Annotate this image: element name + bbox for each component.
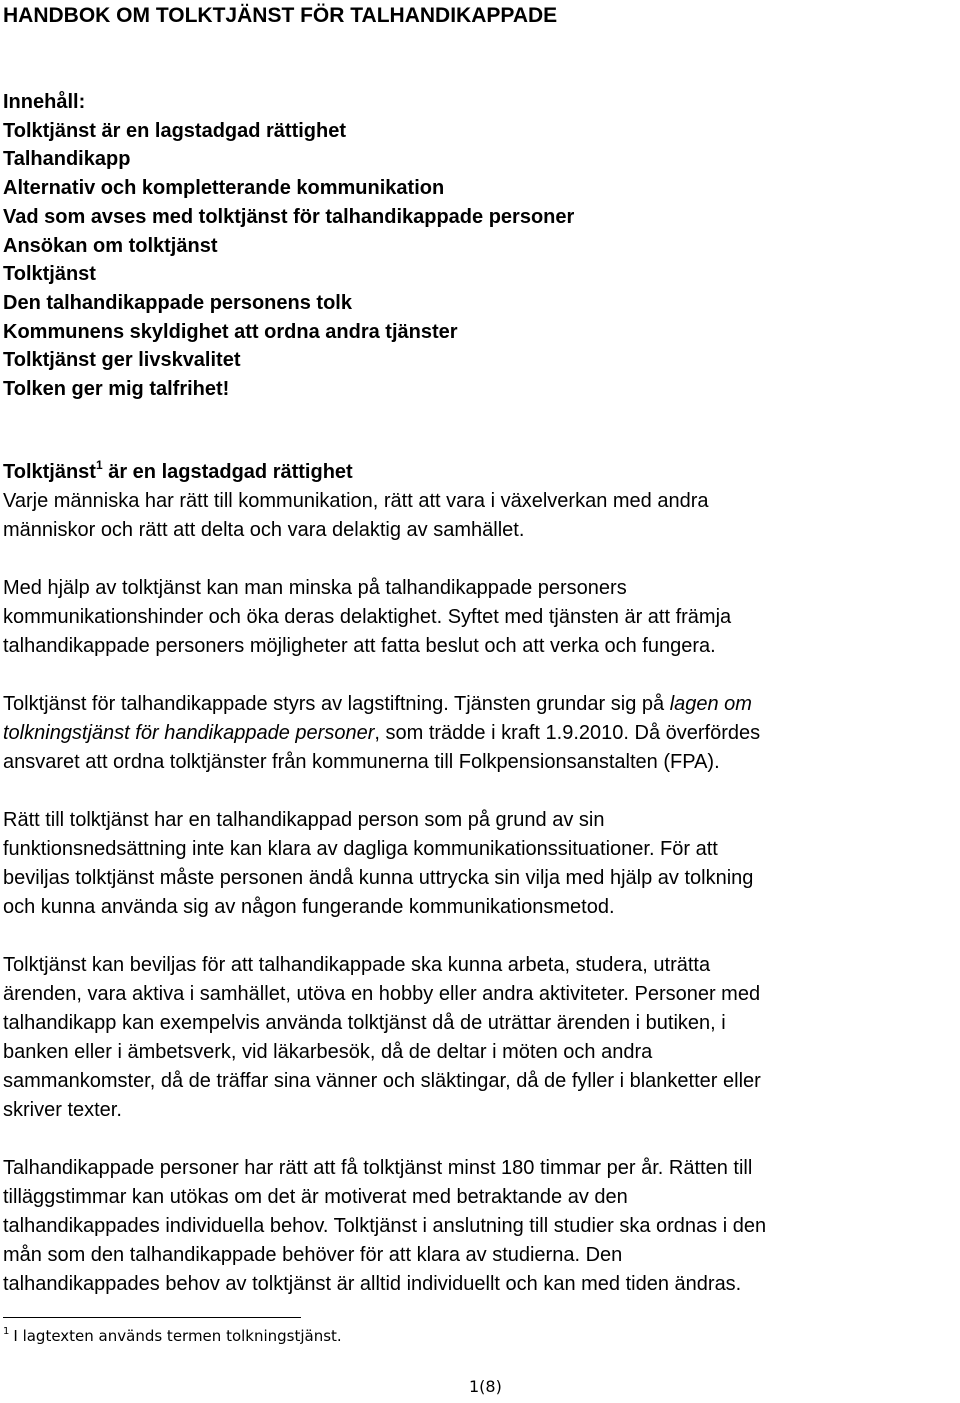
paragraph-line: mån som den talhandikappade behöver för att klara av studierna. Den [3,1244,623,1266]
section-heading-rest: är en lagstadgad rättighet [102,461,353,483]
paragraph-line: banken eller i ämbetsverk, vid läkarbesök, då de deltar i möten och andra [3,1041,653,1063]
page-number: 1(8) [469,1377,502,1396]
document-title: HANDBOK OM TOLKTJÄNST FÖR TALHANDIKAPPADE [3,4,558,27]
paragraph-line: , som trädde i kraft 1.9.2010. Då överfördes [374,722,761,744]
paragraph-line: skriver texter. [3,1099,122,1121]
table-of-contents [3,88,574,404]
paragraph-line: ansvaret att ordna tolktjänster från kommunerna till Folkpensionsanstalten (FPA). [3,751,720,773]
paragraph-line: beviljas tolktjänst måste personen ändå kunna uttrycka sin vilja med hjälp av tolkning [3,867,754,889]
paragraph-line: Med hjälp av tolktjänst kan man minska på talhandikappade personers [3,577,627,599]
paragraph-2 [3,574,958,661]
paragraph-1 [3,487,958,545]
paragraph-line: talhandikappades behov av tolktjänst är alltid individuellt och kan med tiden ändras. [3,1273,742,1295]
paragraph-line: sammankomster, då de träffar sina vänner och släktingar, då de fyller i blanketter eller [3,1070,761,1092]
paragraph-line: Rätt till tolktjänst har en talhandikappad person som på grund av sin [3,809,605,831]
toc-item: Tolktjänst ger livskvalitet [3,349,241,372]
paragraph-line: talhandikappade personers möjligheter att fatta beslut och att verka och fungera. [3,635,716,657]
paragraph-line: Tolktjänst för talhandikappade styrs av lagstiftning. Tjänsten grundar sig på [3,693,670,715]
section-heading [3,458,958,487]
footnote-text: I lagtexten används termen tolkningstjänst. [13,1327,342,1345]
paragraph-line: talhandikappades individuella behov. Tolktjänst i anslutning till studier ska ordnas i den [3,1215,767,1237]
paragraph-line: Varje människa har rätt till kommunikation, rätt att vara i växelverkan med andra [3,490,709,512]
paragraph-5 [3,951,958,1125]
footnote [3,1326,342,1346]
law-title-italic: lagen om [669,693,752,715]
paragraph-6 [3,1154,958,1299]
toc-heading: Innehåll: [3,91,86,113]
toc-item: Tolken ger mig talfrihet! [3,378,230,401]
toc-item: Tolktjänst är en lagstadgad rättighet [3,119,347,142]
paragraph-line: talhandikapp kan exempelvis använda tolktjänst då de uträttar ärenden i butiken, i [3,1012,726,1034]
section-lagstadgad-rattighet [3,458,958,1299]
paragraph-line: funktionsnedsättning inte kan klara av dagliga kommunikationssituationer. För att [3,838,718,860]
paragraph-line: tilläggstimmar kan utökas om det är motiverat med betraktande av den [3,1186,628,1208]
paragraph-3 [3,690,958,777]
toc-item: Kommunens skyldighet att ordna andra tjänster [3,320,458,343]
footnote-separator [3,1317,301,1318]
paragraph-line: människor och rätt att delta och vara delaktig av samhället. [3,519,525,541]
toc-item: Talhandikapp [3,148,131,171]
paragraph-line: Tolktjänst kan beviljas för att talhandikappade ska kunna arbeta, studera, uträtta [3,954,711,976]
toc-item: Vad som avses med tolktjänst för talhandikappade personer [3,205,575,228]
toc-item: Alternativ och kompletterande kommunikation [3,177,445,200]
law-title-italic: tolkningstjänst för handikappade personer [3,722,375,744]
document-page [3,0,958,1403]
footnote-marker: 1 [3,1326,10,1337]
toc-item: Ansökan om tolktjänst [3,234,218,257]
paragraph-line: Talhandikappade personer har rätt att få tolktjänst minst 180 timmar per år. Rätten till [3,1157,753,1179]
paragraph-line: och kunna använda sig av någon fungerande kommunikationsmetod. [3,896,615,918]
section-heading-word: Tolktjänst [3,461,96,483]
toc-item: Den talhandikappade personens tolk [3,291,352,314]
paragraph-4 [3,806,958,922]
footnote-reference: 1 [95,458,103,472]
toc-item: Tolktjänst [3,263,96,286]
paragraph-line: kommunikationshinder och öka deras delaktighet. Syftet med tjänsten är att främja [3,606,732,628]
paragraph-line: ärenden, vara aktiva i samhället, utöva en hobby eller andra aktiviteter. Personer med [3,983,761,1005]
